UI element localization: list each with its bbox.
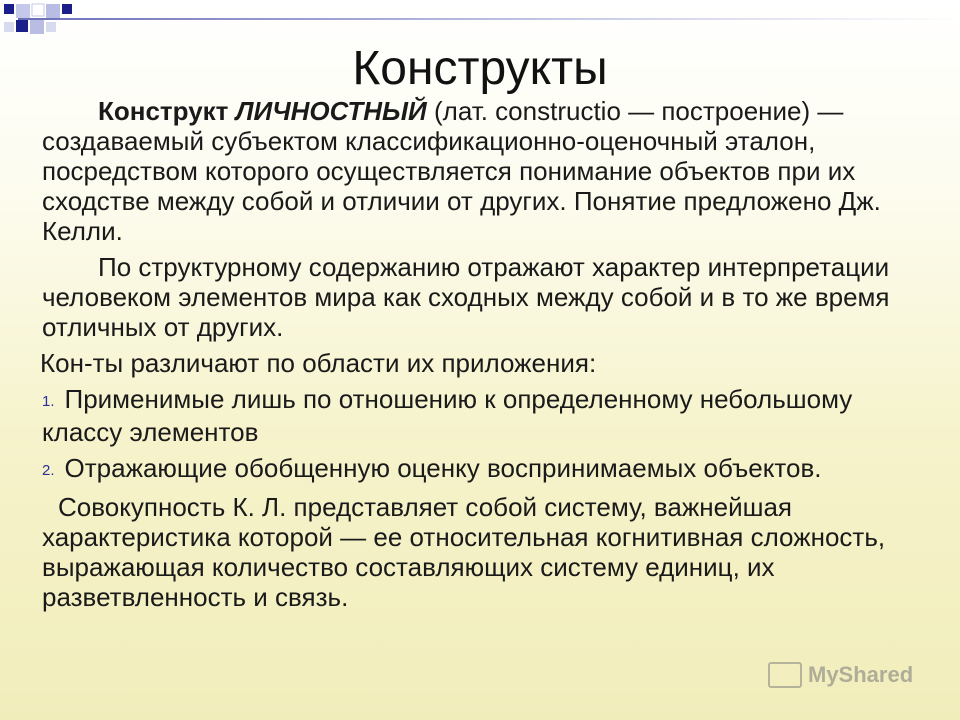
structure-paragraph: По структурному содержанию отражают характер интерпретации человеком элементов мира как сходных между собой и в то же время отличных от других. [42,252,890,342]
list-number: 2. [42,462,55,479]
header-rule [18,18,960,20]
list-item [42,453,912,486]
term-label: Конструкт [98,96,229,126]
list-item [42,384,912,447]
term-name: ЛИЧНОСТНЫЙ [235,96,427,126]
definition-text: (лат. constructio — построение) — создаваемый субъектом классификационно-оценочный эталон, посредством которого осуществляется понимание объектов при их сходстве между собой и отличии от других. Понятие предложено Дж. Келли. [42,96,881,246]
list-text: Применимые лишь по отношению к определенному небольшому классу элементов [42,384,853,447]
definition-paragraph [42,96,912,246]
summary-paragraph: Совокупность К. Л. представляет собой систему, важнейшая характеристика которой — ее относительная когнитивная сложность, выражающая количество составляющих систему единиц, их разветвленность и связь. [42,492,886,612]
presentation-icon [768,662,802,688]
watermark-text: MyShared [808,662,914,687]
watermark [768,660,928,690]
slide-body [42,96,912,618]
application-paragraph: Кон-ты различают по области их приложения: [40,348,597,378]
list-number: 1. [42,393,55,410]
list-text: Отражающие обобщенную оценку воспринимаемых объектов. [64,453,822,483]
slide-title: Конструкты [352,42,608,95]
